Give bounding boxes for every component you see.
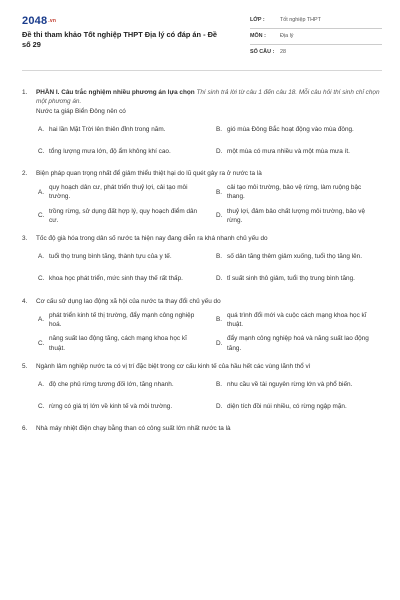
question-number: 3. — [22, 235, 28, 243]
question-number: 6. — [22, 425, 28, 433]
option-c[interactable]: C. rừng có giá trị lớn về kinh tế và môi trường. — [38, 403, 173, 411]
option-c[interactable]: C. năng suất lao động tăng, cách mạng khoa học kĩ thuật. — [38, 335, 187, 352]
question-3 — [22, 234, 384, 287]
option-a[interactable]: A. tuổi thọ trung bình tăng, thành tựu của y tế. — [38, 253, 172, 261]
option-b[interactable]: B. số dân tăng thêm giảm xuống, tuổi thọ tăng lên. — [216, 253, 363, 261]
meta-value: Tốt nghiệp THPT — [280, 16, 321, 23]
site-logo[interactable]: 2048.vn — [22, 15, 57, 27]
question-list — [22, 88, 384, 443]
question-stem: Cơ cấu sử dụng lao động xã hội của nước ta thay đổi chủ yếu do — [36, 297, 221, 305]
question-number: 2. — [22, 169, 28, 177]
meta-value: Địa lý — [280, 32, 294, 39]
question-4 — [22, 297, 384, 353]
question-stem: Biện pháp quan trọng nhất để giảm thiểu thiệt hại do lũ quét gây ra ở nước ta là — [36, 169, 262, 177]
option-a[interactable]: A. phát triển kinh tế thị trường, đẩy mạnh công nghiệp hoá. — [38, 311, 195, 329]
question-stem: Tốc độ già hóa trong dân số nước ta hiện nay đang diễn ra khá nhanh chủ yếu do — [36, 235, 268, 243]
option-c[interactable]: C. tổng lượng mưa lớn, độ ẩm không khí cao. — [38, 147, 171, 155]
option-d[interactable]: D. tỉ suất sinh thô giảm, tuổi thọ trung bình tăng. — [216, 275, 355, 283]
document-title: Đề thi tham khảo Tốt nghiệp THPT Địa lý có đáp án - Đề số 29 — [22, 30, 218, 49]
part-heading: PHẦN I. Câu trắc nghiệm nhiều phương án lựa chọn — [36, 89, 195, 96]
question-text — [36, 88, 384, 116]
option-d[interactable]: D. thuỷ lợi, đảm bảo chất lượng môi trường, bảo vệ rừng. — [216, 207, 366, 224]
meta-table — [250, 13, 382, 61]
meta-row-class — [250, 13, 382, 29]
option-b[interactable]: B. gió mùa Đông Bắc hoạt động vào mùa đông. — [216, 125, 354, 133]
option-d[interactable]: D. diện tích đồi núi nhiều, có rừng ngập mặn. — [216, 403, 347, 411]
option-c[interactable]: C. khoa học phát triển, mức sinh thay thế rất thấp. — [38, 275, 183, 283]
option-c[interactable]: C. trồng rừng, sử dụng đất hợp lý, quy hoạch điểm dân cư. — [38, 207, 198, 224]
question-2 — [22, 169, 384, 225]
options — [36, 249, 384, 288]
question-number: 1. — [22, 89, 28, 96]
question-1 — [22, 88, 384, 160]
options — [36, 183, 384, 225]
meta-label: LỚP : — [250, 16, 265, 23]
question-stem: Nhà máy nhiệt điện chạy bằng than có công suất lớn nhất nước ta là — [36, 425, 231, 433]
meta-label: SỐ CÂU : — [250, 49, 275, 56]
question-stem: Ngành lâm nghiệp nước ta có vị trí đặc biệt trong cơ cấu kinh tế của hầu hết các vùng lãnh thổ vì — [36, 362, 311, 370]
question-5 — [22, 362, 384, 415]
option-b[interactable]: B. cải tạo môi trường, bảo vệ rừng, làm ruộng bậc thang. — [216, 184, 362, 201]
meta-value: 28 — [280, 49, 286, 56]
document-header — [22, 10, 382, 62]
question-number: 4. — [22, 297, 28, 305]
option-d[interactable]: D. một mùa có mưa nhiều và một mùa mưa ít. — [216, 147, 350, 155]
part-instruction: Thí sinh trả lời từ câu 1 đến câu 18. Mỗi câu hỏi thí sinh chỉ chọn một phương án. — [36, 89, 380, 106]
options — [36, 311, 384, 353]
option-a[interactable]: A. hai lần Mặt Trời lên thiên đỉnh trong năm. — [38, 125, 166, 133]
question-number: 5. — [22, 362, 28, 370]
option-b[interactable]: B. nhu cầu về tài nguyên rừng lớn và phổ biến. — [216, 381, 353, 389]
meta-label: MÔN : — [250, 32, 266, 39]
option-b[interactable]: B. quá trình đổi mới và cuộc cách mạng khoa học kĩ thuật. — [216, 311, 367, 329]
option-a[interactable]: A. độ che phủ rừng tương đối lớn, tăng nhanh. — [38, 381, 174, 389]
question-6 — [22, 424, 384, 433]
option-d[interactable]: D. đẩy mạnh công nghiệp hoá và năng suất lao động tăng. — [216, 335, 369, 352]
option-a[interactable]: A. quy hoạch dân cư, phát triển thuỷ lợi, cải tạo môi trường. — [38, 184, 188, 201]
options — [36, 121, 384, 160]
options — [36, 376, 384, 415]
header-divider — [22, 70, 382, 71]
meta-row-subject — [250, 29, 382, 45]
meta-row-count — [250, 45, 382, 61]
question-stem: Nước ta giáp Biển Đông nên có — [36, 107, 126, 115]
